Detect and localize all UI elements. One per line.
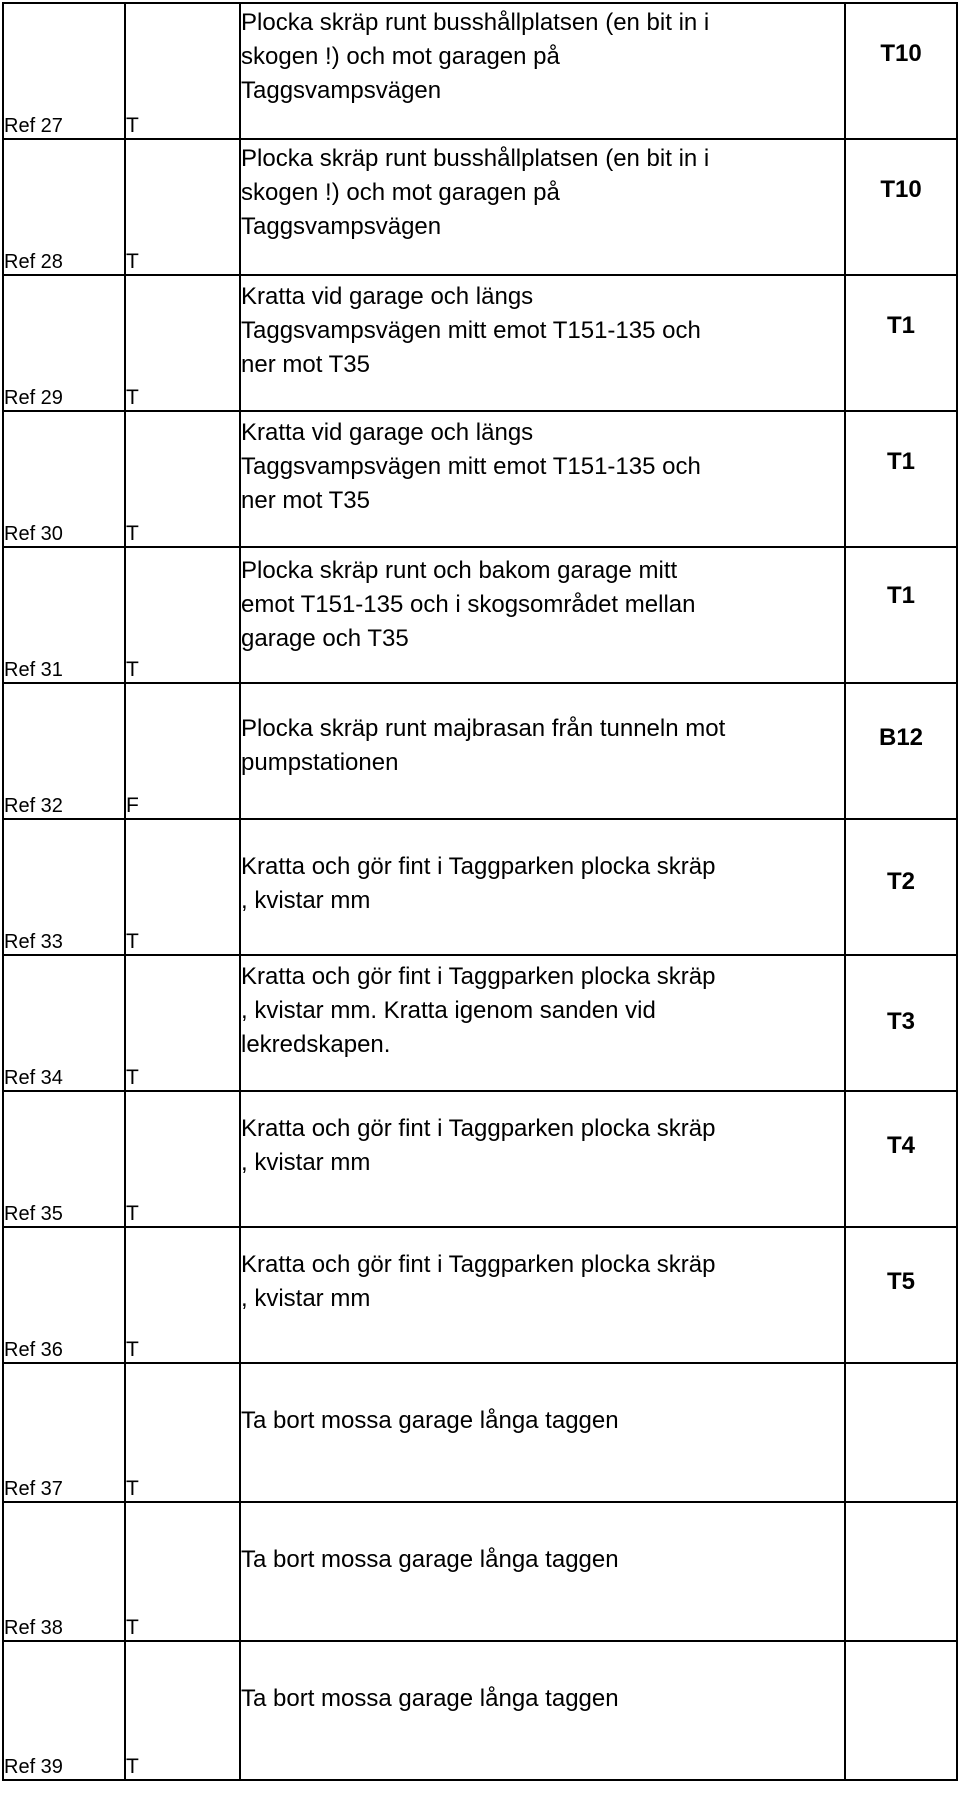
- type-cell: T: [125, 1363, 240, 1502]
- area-code-cell: [845, 411, 957, 547]
- ref-cell: Ref 27: [3, 3, 125, 139]
- description-line: , kvistar mm: [241, 1285, 371, 1312]
- ref-cell: Ref 39: [3, 1641, 125, 1780]
- area-code-cell: [845, 1227, 957, 1363]
- description-line: Plocka skräp runt busshållplatsen (en bit in i: [241, 9, 710, 36]
- description-cell: [240, 1363, 845, 1502]
- area-code: T1: [886, 312, 915, 339]
- description-cell: [240, 955, 845, 1091]
- area-code: T10: [880, 40, 922, 67]
- type-cell: T: [125, 819, 240, 955]
- table-row: [3, 3, 957, 139]
- area-code-cell: [845, 1091, 957, 1227]
- type-cell: T: [125, 547, 240, 683]
- area-code-cell: [845, 1641, 957, 1780]
- area-code-cell: [845, 955, 957, 1091]
- table-row: [3, 1363, 957, 1502]
- ref-cell: Ref 33: [3, 819, 125, 955]
- description-cell: [240, 547, 845, 683]
- description-line: Ta bort mossa garage långa taggen: [241, 1685, 619, 1712]
- table-row: [3, 275, 957, 411]
- table-row: [3, 1641, 957, 1780]
- description-line: Kratta och gör fint i Taggparken plocka skräp: [241, 853, 716, 880]
- type-cell: T: [125, 411, 240, 547]
- task-table: [2, 2, 958, 1781]
- type-cell: T: [125, 1502, 240, 1641]
- description-line: Ta bort mossa garage långa taggen: [241, 1407, 619, 1434]
- type-cell: T: [125, 955, 240, 1091]
- description-line: ner mot T35: [241, 351, 370, 378]
- description-line: ner mot T35: [241, 487, 370, 514]
- description-line: pumpstationen: [241, 749, 399, 776]
- description-line: Taggsvampsvägen mitt emot T151-135 och: [241, 453, 701, 480]
- description-line: Taggsvampsvägen: [241, 213, 442, 240]
- description-line: Plocka skräp runt busshållplatsen (en bit in i: [241, 145, 710, 172]
- table-row: [3, 139, 957, 275]
- description-cell: [240, 275, 845, 411]
- description-line: Kratta vid garage och längs: [241, 419, 534, 446]
- description-line: , kvistar mm: [241, 887, 371, 914]
- ref-cell: Ref 37: [3, 1363, 125, 1502]
- area-code: B12: [878, 724, 924, 751]
- description-line: Ta bort mossa garage långa taggen: [241, 1546, 619, 1573]
- area-code-cell: [845, 275, 957, 411]
- description-cell: [240, 1227, 845, 1363]
- ref-cell: Ref 35: [3, 1091, 125, 1227]
- table-row: [3, 1091, 957, 1227]
- description-cell: [240, 1641, 845, 1780]
- ref-cell: Ref 36: [3, 1227, 125, 1363]
- description-line: emot T151-135 och i skogsområdet mellan: [241, 591, 696, 618]
- description-cell: [240, 1091, 845, 1227]
- description-line: Kratta och gör fint i Taggparken plocka skräp: [241, 1115, 716, 1142]
- description-line: , kvistar mm. Kratta igenom sanden vid: [241, 997, 656, 1024]
- table-row: [3, 1227, 957, 1363]
- area-code: T10: [880, 176, 922, 203]
- description-line: Kratta och gör fint i Taggparken plocka skräp: [241, 1251, 716, 1278]
- ref-cell: Ref 29: [3, 275, 125, 411]
- description-line: skogen !) och mot garagen på: [241, 43, 560, 70]
- area-code-cell: [845, 139, 957, 275]
- description-cell: [240, 819, 845, 955]
- description-line: , kvistar mm: [241, 1149, 371, 1176]
- ref-cell: Ref 31: [3, 547, 125, 683]
- task-table-body: [3, 3, 957, 1780]
- area-code-cell: [845, 1363, 957, 1502]
- table-row: [3, 547, 957, 683]
- description-line: Kratta och gör fint i Taggparken plocka skräp: [241, 963, 716, 990]
- description-line: Taggsvampsvägen mitt emot T151-135 och: [241, 317, 701, 344]
- description-line: Taggsvampsvägen: [241, 77, 442, 104]
- area-code: T2: [886, 868, 915, 895]
- type-cell: T: [125, 1227, 240, 1363]
- table-row: [3, 819, 957, 955]
- type-cell: T: [125, 275, 240, 411]
- ref-cell: Ref 38: [3, 1502, 125, 1641]
- description-line: Plocka skräp runt och bakom garage mitt: [241, 557, 678, 584]
- description-cell: [240, 683, 845, 819]
- area-code: T1: [886, 448, 915, 475]
- ref-cell: Ref 30: [3, 411, 125, 547]
- area-code-cell: [845, 1502, 957, 1641]
- type-cell: F: [125, 683, 240, 819]
- description-cell: [240, 139, 845, 275]
- table-row: [3, 411, 957, 547]
- type-cell: T: [125, 1641, 240, 1780]
- table-row: [3, 683, 957, 819]
- type-cell: T: [125, 1091, 240, 1227]
- description-line: Plocka skräp runt majbrasan från tunneln mot: [241, 715, 726, 742]
- area-code: T4: [886, 1132, 915, 1159]
- description-cell: [240, 411, 845, 547]
- table-row: [3, 955, 957, 1091]
- description-cell: [240, 3, 845, 139]
- description-line: skogen !) och mot garagen på: [241, 179, 560, 206]
- description-line: Kratta vid garage och längs: [241, 283, 534, 310]
- description-cell: [240, 1502, 845, 1641]
- ref-cell: Ref 32: [3, 683, 125, 819]
- area-code: T5: [886, 1268, 915, 1295]
- table-row: [3, 1502, 957, 1641]
- area-code-cell: [845, 819, 957, 955]
- area-code-cell: [845, 683, 957, 819]
- area-code: T3: [886, 1008, 915, 1035]
- ref-cell: Ref 34: [3, 955, 125, 1091]
- description-line: garage och T35: [241, 625, 409, 652]
- area-code: T1: [886, 582, 915, 609]
- ref-cell: Ref 28: [3, 139, 125, 275]
- area-code-cell: [845, 3, 957, 139]
- area-code-cell: [845, 547, 957, 683]
- type-cell: T: [125, 139, 240, 275]
- type-cell: T: [125, 3, 240, 139]
- description-line: lekredskapen.: [241, 1031, 391, 1058]
